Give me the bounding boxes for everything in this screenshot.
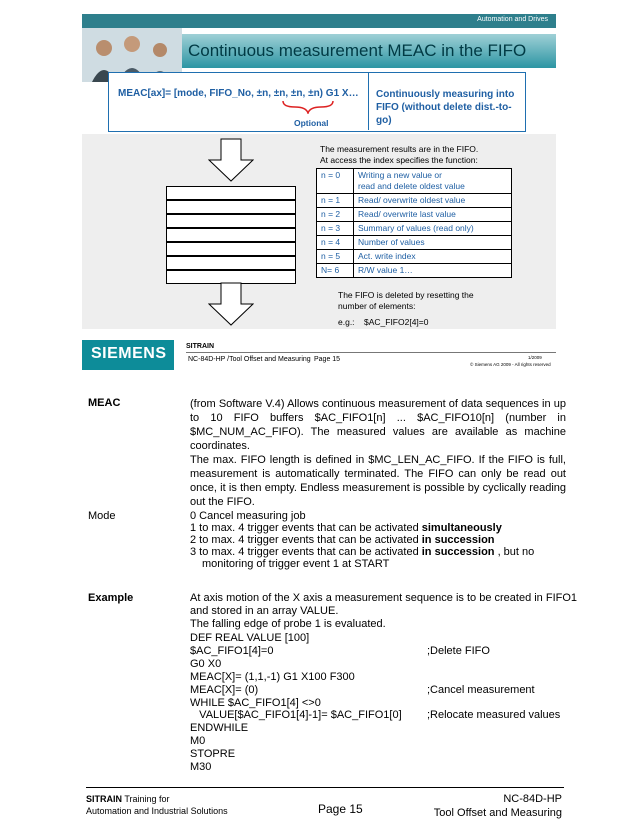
meac-label: MEAC [88, 397, 121, 409]
mode-1-text: 1 to max. 4 trigger events that can be activated [190, 522, 422, 534]
down-arrow-icon [208, 282, 254, 326]
footer-course-title: Tool Offset and Measuring [433, 807, 562, 819]
code-line: WHILE $AC_FIFO1[4] <>0 [190, 697, 321, 709]
fifo-stack-row [166, 228, 296, 242]
code-line: M30 [190, 761, 212, 773]
slide-copyright: © Siemens AG 2009 - All rights reserved [470, 362, 551, 367]
example-line1: At axis motion of the X axis a measurement sequence is to be created in FIFO1 [190, 592, 578, 604]
table-row [317, 250, 512, 264]
mode-3-tail: , but no [494, 546, 535, 558]
code-line: VALUE[$AC_FIFO1[4]-1]= $AC_FIFO1[0] [190, 709, 402, 721]
example-line2: and stored in an array VALUE. [190, 605, 339, 617]
meac-syntax: MEAC[ax]= [mode, FIFO_No, ±n, ±n, ±n, ±n) G1 X… [118, 88, 359, 99]
mode-3-text: 3 to max. 4 trigger events that can be activated [190, 546, 422, 558]
index-function-table [316, 168, 512, 278]
footer-division: Automation and Industrial Solutions [86, 806, 228, 816]
fifo-note-line2: At access the index specifies the function: [320, 155, 478, 165]
mode-2-emph: in succession [421, 534, 495, 546]
code-line: MEAC[X]= (1,1,-1) G1 X100 F300 [190, 671, 355, 683]
table-row [317, 264, 512, 278]
mode-1 [190, 522, 502, 534]
mode-2-text: 2 to max. 4 trigger events that can be activated [190, 534, 422, 546]
siemens-logo-text: SIEMENS [91, 345, 167, 362]
index-desc: Read/ overwrite last value [354, 208, 512, 222]
table-row [317, 222, 512, 236]
index-desc-line1: Writing a new value or [358, 170, 442, 180]
index-key: n = 4 [317, 236, 354, 250]
code-comment: ;Relocate measured values [427, 709, 561, 721]
optional-label: Optional [294, 118, 329, 128]
siemens-logo [82, 340, 174, 370]
index-desc: Summary of values (read only) [354, 222, 512, 236]
index-key: n = 0 [317, 169, 354, 194]
index-key: n = 1 [317, 194, 354, 208]
mode-3 [190, 546, 534, 558]
footer-course-code: NC-84D-HP [503, 793, 562, 805]
index-key: n = 3 [317, 222, 354, 236]
down-arrow-icon [208, 138, 254, 182]
slide-title: Continuous measurement MEAC in the FIFO [188, 41, 527, 60]
code-comment: ;Delete FIFO [427, 645, 490, 657]
index-key: n = 5 [317, 250, 354, 264]
meac-fifo-length: The max. FIFO length is defined in $MC_LEN_AC_FIFO. If the FIFO is full, measurement is automatically terminated. The FIFO can only be read out once, it is then empty. Endless measurement is possible by cyclically reading out the FIFO. [190, 454, 566, 508]
footer-sitrain-brand: SITRAIN [86, 794, 122, 804]
fifo-delete-example: e.g.: $AC_FIFO2[4]=0 [338, 317, 429, 327]
slide-title-bar [182, 34, 556, 68]
code-line: DEF REAL VALUE [100] [190, 632, 310, 644]
mode-3-emph: in succession [421, 546, 495, 558]
mode-1-emph: simultaneously [421, 522, 502, 534]
mode-2 [190, 534, 495, 546]
example-line3: The falling edge of probe 1 is evaluated. [190, 618, 386, 630]
slide-page: Page 15 [314, 356, 341, 363]
optional-brace-icon [282, 100, 334, 114]
slide-header-bar [82, 14, 556, 28]
page-number: Page 15 [318, 802, 363, 816]
syntax-box-divider [368, 72, 369, 130]
slide-course: NC-84D-HP /Tool Offset and Measuring [188, 356, 311, 363]
code-line: STOPRE [190, 748, 236, 760]
code-line: M0 [190, 735, 206, 747]
example-label: Example [88, 592, 134, 604]
index-key: n = 2 [317, 208, 354, 222]
index-desc: R/W value 1… [354, 264, 512, 278]
slide-header-text: Automation and Drives [477, 16, 548, 23]
slide [82, 14, 556, 370]
table-row [317, 236, 512, 250]
fifo-stack-row [166, 200, 296, 214]
fifo-stack-row [166, 186, 296, 200]
page-footer-divider [86, 787, 564, 788]
mode-label: Mode [88, 510, 116, 522]
footer-sitrain-rest: Training for [122, 794, 170, 804]
index-desc [354, 169, 512, 194]
footer-sitrain [86, 794, 170, 804]
code-line: ENDWHILE [190, 722, 249, 734]
slide-date: 1/2009 [528, 355, 542, 360]
fifo-delete-note [338, 290, 474, 312]
code-line: G0 X0 [190, 658, 222, 670]
code-comment: ;Cancel measurement [427, 684, 535, 696]
slide-footer-divider [186, 352, 556, 353]
code-line: MEAC[X]= (0) [190, 684, 259, 696]
fifo-note [320, 144, 478, 166]
table-row [317, 169, 512, 194]
index-key: N= 6 [317, 264, 354, 278]
fifo-stack-row [166, 256, 296, 270]
fifo-delete-note-line2: number of elements: [338, 301, 416, 311]
code-line: $AC_FIFO1[4]=0 [190, 645, 274, 657]
fifo-delete-note-line1: The FIFO is deleted by resetting the [338, 290, 474, 300]
index-desc-line2: read and delete oldest value [358, 181, 465, 191]
fifo-note-line1: The measurement results are in the FIFO. [320, 144, 479, 154]
fifo-stack-row [166, 242, 296, 256]
index-desc: Act. write index [354, 250, 512, 264]
meac-description: (from Software V.4) Allows continuous measurement of data sequences in up to 10 FIFO buffers $AC_FIFO1[n] ... $AC_FIFO10[n] (number in $MC_NUM_AC_FIFO). The measured values are available as machine coordinates. [190, 398, 566, 452]
mode-0: 0 Cancel measuring job [190, 510, 306, 522]
table-row [317, 208, 512, 222]
mode-3-cont: monitoring of trigger event 1 at START [202, 558, 390, 570]
continuous-measuring-note: Continuously measuring into FIFO (without delete dist.-to-go) [376, 89, 515, 126]
slide-sitrain: SITRAIN [186, 343, 214, 350]
index-desc: Number of values [354, 236, 512, 250]
index-desc: Read/ overwrite oldest value [354, 194, 512, 208]
table-row [317, 194, 512, 208]
fifo-stack-row [166, 214, 296, 228]
